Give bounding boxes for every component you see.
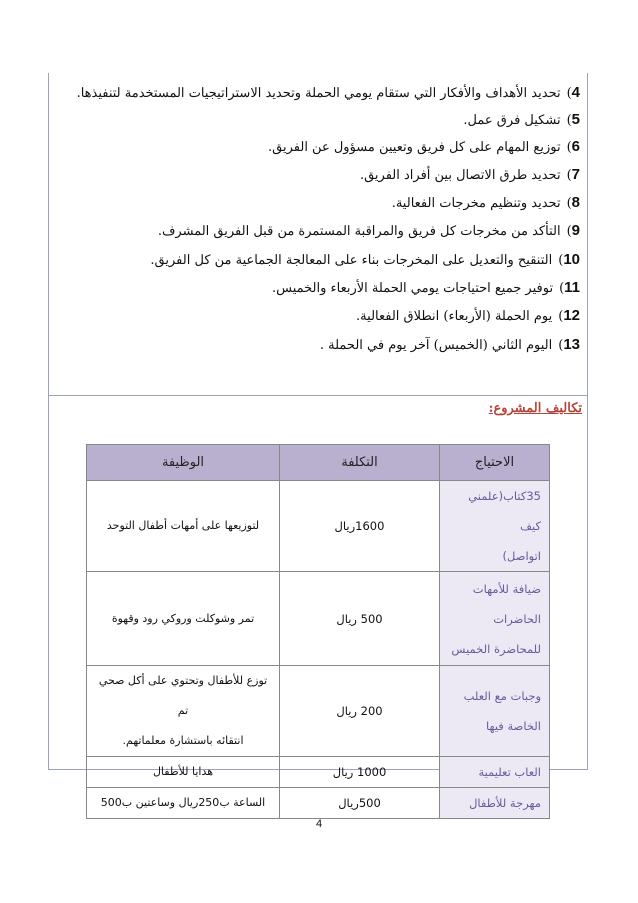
costs-table (86, 444, 550, 819)
step-item (150, 251, 580, 270)
step-item (463, 111, 580, 130)
need-line: الخاصة فيها (486, 719, 541, 733)
cell-cost: 200 ريال (280, 666, 440, 757)
header-need: الاحتياج (440, 445, 550, 481)
step-number: 9 (571, 222, 580, 239)
need-line: العاب تعليمية (478, 765, 541, 779)
header-job: الوظيفة (87, 445, 280, 481)
step-paren: ) (558, 309, 564, 324)
step-number: 12 (563, 307, 580, 324)
costs-title: تكاليف المشروع: (488, 401, 582, 416)
step-paren: ) (566, 140, 572, 155)
cell-cost: 1600ريال (280, 481, 440, 572)
step-text: التنقيح والتعديل على المخرجات بناء على المعالجة الجماعية من كل الفريق. (150, 253, 553, 268)
step-text: تشكيل فرق عمل. (463, 113, 561, 128)
step-number: 8 (571, 194, 580, 211)
cell-job (87, 666, 280, 757)
cell-need (440, 572, 550, 666)
step-number: 11 (564, 279, 580, 296)
cell-cost: 500 ريال (280, 572, 440, 666)
step-number: 13 (563, 336, 580, 353)
step-item (158, 222, 580, 241)
job-line: الساعة ب250ريال وساعتين ب500 (100, 796, 266, 809)
table-row (87, 757, 550, 788)
step-paren: ) (566, 86, 572, 101)
need-line: الحاضرات (493, 611, 541, 626)
step-text: تحديد وتنظيم مخرجات الفعالية. (391, 196, 561, 211)
step-number: 4 (571, 84, 580, 101)
cell-need (440, 788, 550, 819)
cell-job (87, 757, 280, 788)
step-item (356, 307, 580, 326)
cell-need (440, 481, 550, 572)
step-text: يوم الحملة (الأربعاء) انطلاق الفعالية. (356, 309, 553, 324)
step-text: التأكد من مخرجات كل فريق والمراقبة المستمرة من قبل الفريق المشرف. (157, 224, 561, 239)
table-header-row (87, 445, 550, 481)
step-paren: ) (559, 281, 565, 296)
step-number: 6 (571, 138, 580, 155)
cell-need (440, 666, 550, 757)
step-text: توفير جميع احتياجات يومي الحملة الأربعاء والخميس. (272, 281, 554, 296)
need-line: ضيافة للأمهات (472, 581, 541, 596)
page-number: 4 (315, 818, 323, 830)
cell-cost: 1000 ريال (280, 757, 440, 788)
step-paren: ) (558, 253, 564, 268)
step-item (268, 138, 580, 157)
job-line: تمر وشوكلت وروكي رود وقهوة (111, 611, 255, 625)
step-paren: ) (566, 196, 572, 211)
step-number: 10 (563, 251, 580, 268)
step-item (360, 166, 580, 185)
table-row (87, 666, 550, 757)
step-paren: ) (566, 168, 572, 183)
table-row (87, 481, 550, 572)
step-paren: ) (566, 224, 572, 239)
step-item (320, 336, 580, 355)
step-text: تحديد طرق الاتصال بين أفراد الفريق. (359, 168, 561, 183)
cell-job (87, 481, 280, 572)
cell-cost: 500ريال (280, 788, 440, 819)
step-text: اليوم الثاني (الخميس) آخر يوم في الحملة . (319, 338, 553, 353)
need-line: وجبات مع العلب (463, 689, 541, 703)
cell-job (87, 788, 280, 819)
table-row (87, 788, 550, 819)
step-text: توزيع المهام على كل فريق وتعيين مسؤول عن الفريق. (268, 140, 561, 155)
job-line: انتقائه باستشارة معلماتهم. (122, 734, 244, 747)
step-number: 5 (571, 111, 580, 128)
job-line: توزع للأطفال وتحتوي على أكل صحي تم (98, 674, 268, 717)
job-line: لتوزيعها على أمهات أطفال التوحد (106, 519, 260, 532)
need-line: مهرجة للأطفال (469, 796, 541, 810)
step-number: 7 (571, 166, 580, 183)
need-line: 35كتاب(علمني كيف (468, 489, 541, 533)
header-cost: التكلفة (280, 445, 440, 481)
step-item (77, 84, 580, 103)
step-text: تحديد الأهداف والأفكار التي ستقام يومي الحملة وتحديد الاستراتيجيات المستخدمة لتنفيذها. (76, 86, 561, 101)
need-line: للمحاضرة الخميس (451, 641, 541, 656)
step-paren: ) (566, 113, 572, 128)
need-line: اتواصل) (502, 549, 541, 563)
step-item (392, 194, 580, 213)
step-item (272, 279, 580, 298)
step-paren: ) (558, 338, 564, 353)
section-divider (48, 395, 588, 396)
cell-job (87, 572, 280, 666)
job-line: هدايا للأطفال (152, 765, 214, 778)
table-row (87, 572, 550, 666)
cell-need (440, 757, 550, 788)
